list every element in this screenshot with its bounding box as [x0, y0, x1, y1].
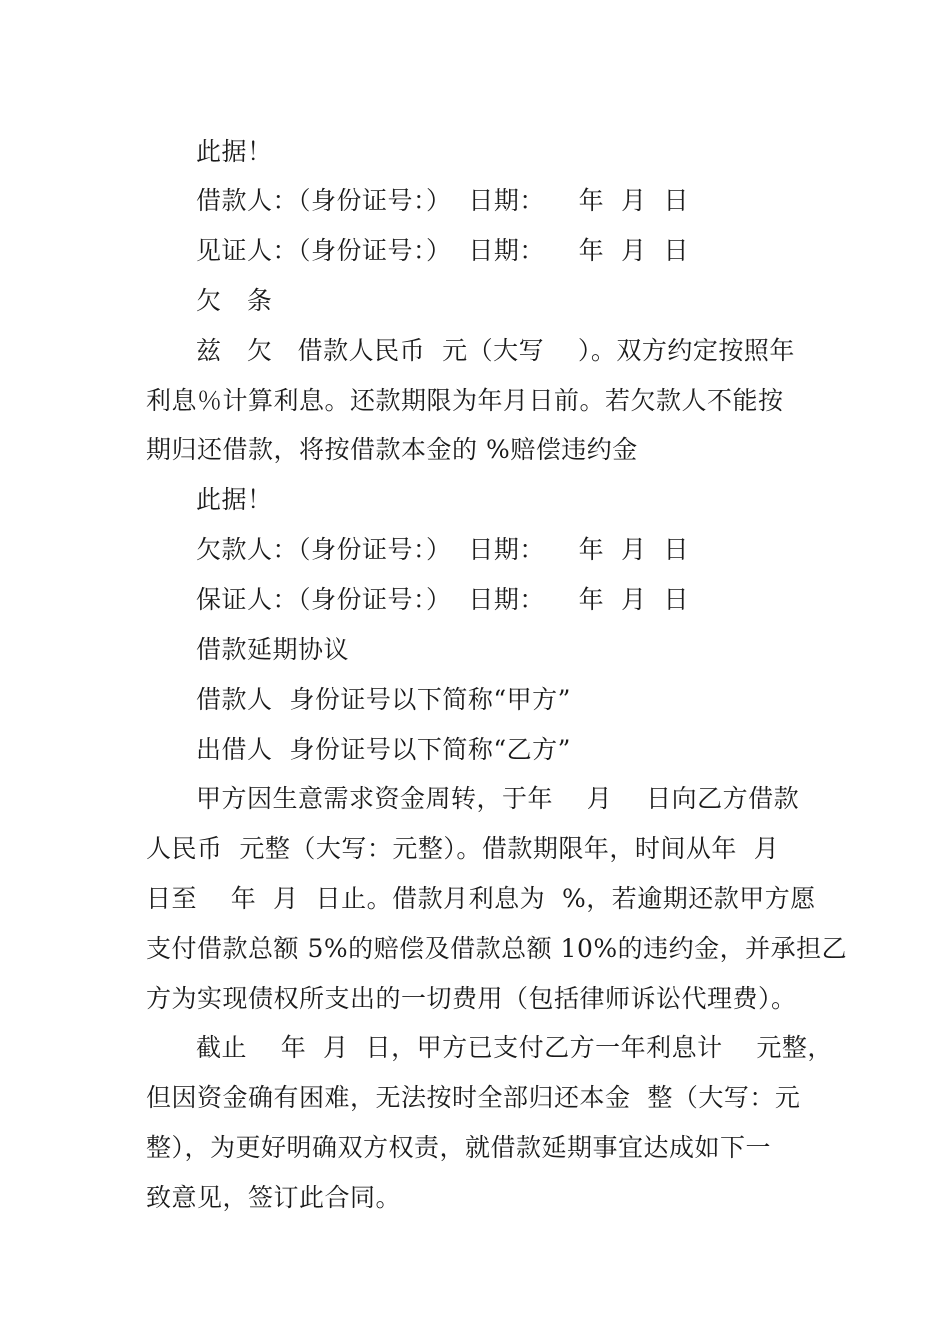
party-b-line: 出借人 身份证号以下简称“乙方” — [196, 735, 571, 764]
agreement-body-line-9: 致意见，签订此合同。 — [146, 1183, 402, 1212]
agreement-body-line-4: 支付借款总额 5%的赔偿及借款总额 10%的违约金，并承担乙 — [146, 934, 848, 963]
iou-body-line-2: 利息％计算利息。还款期限为年月日前。若欠款人不能按 — [146, 386, 784, 415]
iou-title: 欠 条 — [196, 286, 273, 315]
agreement-body-line-3: 日至 年 月 日止。借款月利息为 %，若逾期还款甲方愿 — [146, 884, 816, 913]
witness-signature-line: 见证人：（身份证号：） 日期： 年 月 日 — [196, 236, 689, 265]
iou-body-line-3: 期归还借款，将按借款本金的 %赔偿违约金 — [146, 435, 638, 464]
agreement-body-line-1: 甲方因生意需求资金周转，于年 月 日向乙方借款 — [196, 784, 800, 813]
extension-agreement-title: 借款延期协议 — [196, 635, 350, 664]
iou-body-line-1: 兹 欠 借款人民币 元（大写 ）。双方约定按照年 — [196, 336, 795, 365]
borrower-signature-line: 借款人：（身份证号：） 日期： 年 月 日 — [196, 186, 689, 215]
debtor-signature-line: 欠款人：（身份证号：） 日期： 年 月 日 — [196, 535, 689, 564]
agreement-body-line-2: 人民币 元整（大写：元整）。借款期限年，时间从年 月 — [146, 834, 780, 863]
agreement-body-line-6: 截止 年 月 日，甲方已支付乙方一年利息计 元整， — [196, 1033, 833, 1062]
agreement-body-line-7: 但因资金确有困难，无法按时全部归还本金 整（大写：元 — [146, 1083, 801, 1112]
guarantor-signature-line: 保证人：（身份证号：） 日期： 年 月 日 — [196, 585, 689, 614]
closing-phrase-2: 此据！ — [196, 485, 273, 514]
party-a-line: 借款人 身份证号以下简称“甲方” — [196, 685, 571, 714]
closing-phrase: 此据！ — [196, 137, 273, 166]
agreement-body-line-5: 方为实现债权所支出的一切费用（包括律师诉讼代理费）。 — [146, 984, 797, 1013]
agreement-body-line-8: 整），为更好明确双方权责，就借款延期事宜达成如下一 — [146, 1133, 772, 1162]
